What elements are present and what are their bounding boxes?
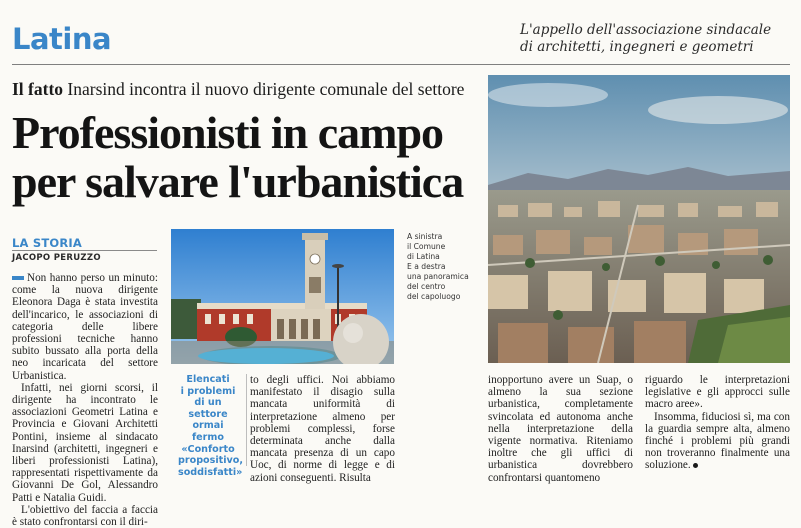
paragraph-text: Non hanno perso un minuto: come la nuova dirigente Eleonora Daga è stata investita dell'incarico, le associazioni di categoria delle libere professioni tecniche hanno subito bussato alla porta della neo incaricata del settore Urbanistica.	[12, 272, 158, 382]
paragraph	[645, 411, 790, 472]
pull-quote-line: Elencati	[186, 374, 230, 385]
paragraph: to degli uffici. Noi abbiamo manifestato il disagio sulla mancata uniformità di interpretazione almeno per problemi complessi, forse determinata anche dalla mancata presenza di un capo Uoc, di norme di legge e di azioni conseguenti. Risulta	[250, 374, 395, 484]
story-rule	[12, 250, 157, 251]
body-column-1	[12, 272, 158, 528]
aerial-city-photo	[488, 75, 790, 363]
pull-quote	[178, 374, 244, 478]
photo-caption	[407, 232, 481, 302]
pull-quote-line: «Conforto	[181, 443, 235, 455]
pull-quote-line: i problemi	[180, 385, 236, 397]
pull-quote-line: di un settore	[188, 397, 228, 420]
kicker	[12, 79, 482, 100]
tagline-line: di architetti, ingegneri e geometri	[520, 39, 754, 55]
kicker-label: Il fatto	[12, 79, 64, 99]
pull-quote-line: soddisfatti»	[178, 466, 243, 478]
headline-line: Professionisti in campo	[12, 107, 444, 158]
caption-line: del capoluogo	[407, 292, 461, 301]
body-column-4	[645, 374, 790, 472]
header-rule	[12, 64, 790, 65]
paragraph: inopportuno avere un Suap, o almeno la sua sezione urbanistica, completamente svincolata ed autonoma anche nella interpretazione della vigente normativa. Riteniamo inoltre che gli uffici di urbanistica dovrebbero confrontarsi quantomeno	[488, 374, 633, 484]
kicker-text: Inarsind incontra il nuovo dirigente comunale del settore	[63, 79, 465, 99]
end-of-article-icon	[693, 463, 698, 468]
paragraph: riguardo le interpretazioni legislative e gli approcci sulle macro aree».	[645, 374, 790, 411]
caption-line: del centro	[407, 282, 446, 291]
body-column-3	[488, 374, 633, 484]
paragraph: L'obiettivo del faccia a faccia è stato confrontarsi con il diri-	[12, 503, 158, 528]
caption-line: A sinistra	[407, 232, 443, 241]
pull-quote-line: ormai fermo	[192, 420, 224, 443]
town-hall-photo	[171, 229, 394, 364]
story-label: LA STORIA	[12, 236, 82, 250]
lead-bullet-icon	[12, 276, 24, 280]
town-hall-illustration	[171, 229, 394, 364]
pull-quote-line: propositivo,	[178, 455, 244, 467]
tagline-line: L'appello dell'associazione sindacale	[520, 22, 772, 38]
paragraph	[12, 272, 158, 382]
headline	[12, 108, 482, 206]
author-byline: JACOPO PERUZZO	[12, 253, 101, 263]
pull-quote-divider	[246, 374, 247, 466]
caption-line: una panoramica	[407, 272, 469, 281]
headline-line: per salvare l'urbanistica	[12, 156, 464, 207]
caption-line: il Comune	[407, 242, 446, 251]
section-title: Latina	[12, 22, 112, 56]
section-tagline	[520, 22, 790, 56]
paragraph-text: Insomma, fiduciosi sì, ma con la guardia sempre alta, almeno finché i problemi più grandi non troveranno finalmente una soluzione.	[645, 410, 790, 472]
aerial-city-illustration	[488, 75, 790, 363]
paragraph: Infatti, nei giorni scorsi, il dirigente ha incontrato le associazioni Geometri Latina e Provincia e Giovani Architetti Pontini, insieme al sindacato Inarsind (architetti, ingegneri e liberi professionisti Latina), rappresentati rispettivamente da Giovanni De Gol, Alessandro Patti e Natalia Guidi.	[12, 381, 158, 504]
caption-line: di Latina	[407, 252, 440, 261]
body-column-2	[250, 374, 395, 484]
caption-line: E a destra	[407, 262, 446, 271]
